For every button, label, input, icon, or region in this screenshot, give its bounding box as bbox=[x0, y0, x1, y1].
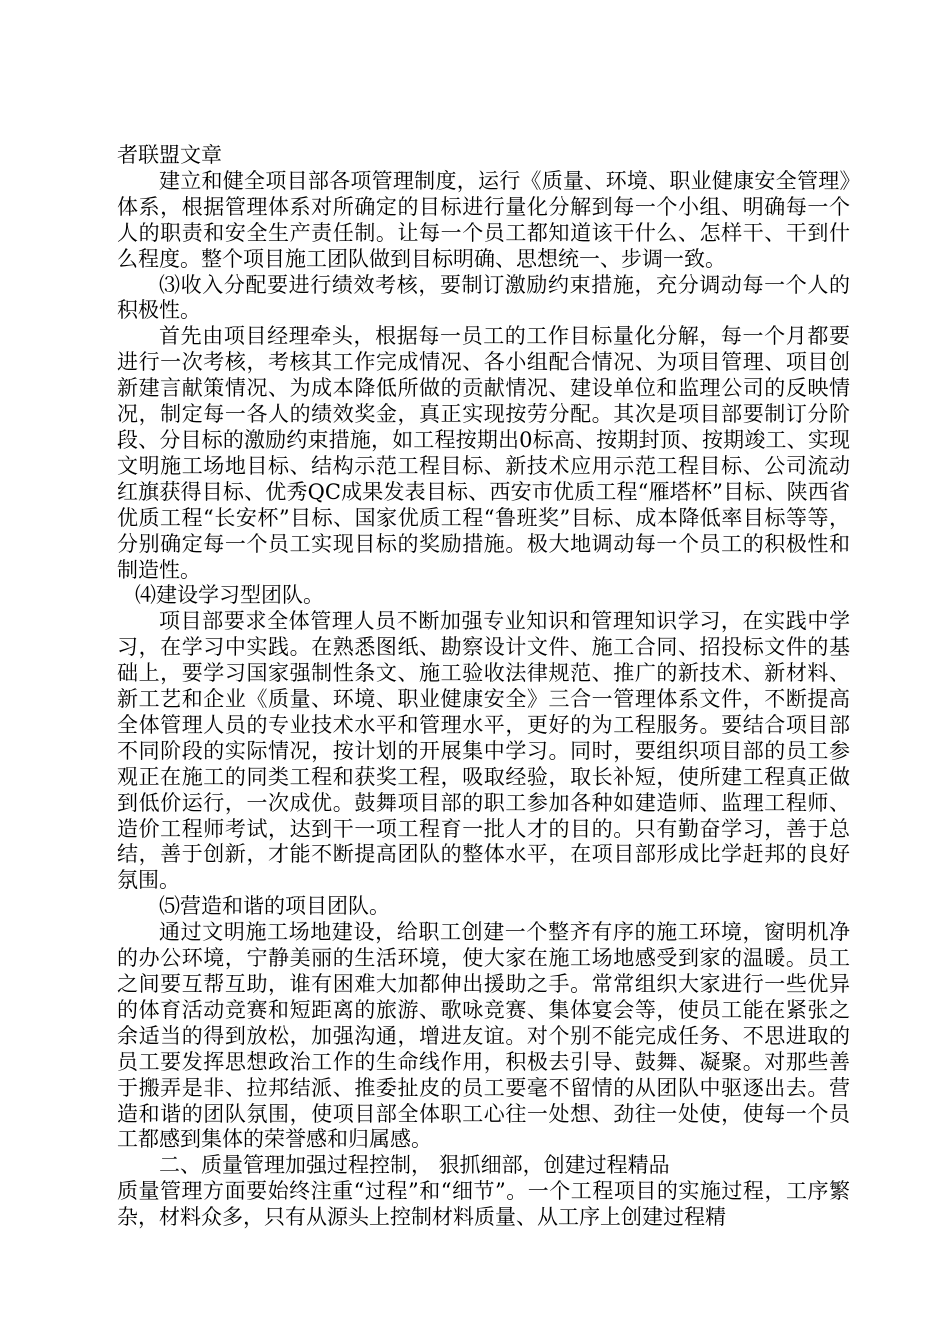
paragraph-management-system: 建立和健全项目部各项管理制度，运行《质量、环境、职业健康安全管理》体系，根据管理体系对所确定的目标进行量化分解到每一个小组、明确每一个人的职责和安全生产责任制。让每一个员工都知道该干什么、怎样干、干到什么程度。整个项目施工团队做到目标明确、思想统一、步调一致。 bbox=[117, 168, 850, 271]
section-heading-quality: 二、质量管理加强过程控制， 狠抓细部，创建过程精品 bbox=[159, 1153, 670, 1178]
paragraph-learning-team: 项目部要求全体管理人员不断加强专业知识和管理知识学习，在实践中学习，在学习中实践。在熟悉图纸、勘察设计文件、施工合同、招投标文件的基础上，要学习国家强制性条文、施工验收法律规范、推广的新技术、新材料、新工艺和企业《质量、环境、职业健康安全》三合一管理体系文件，不断提高全体管理人员的专业技术水平和管理水平，更好的为工程服务。要结合项目部不同阶段的实际情况，按计划的开展集中学习。同时，要组织项目部的员工参观正在施工的同类工程和获奖工程，吸取经验，取长补短，使所建工程真正做到低价运行，一次成优。鼓舞项目部的职工参加各种如建造师、监理工程师、造价工程师考试，达到干一项工程育一批人才的目的。只有勤奋学习，善于总结，善于创新，才能不断提高团队的整体水平，在项目部形成比学赶邦的良好氛围。 bbox=[117, 609, 850, 893]
paragraph-item-4: ⑷建设学习型团队。 bbox=[135, 583, 324, 608]
paragraph-item-5: ⑸营造和谐的项目团队。 bbox=[159, 894, 390, 919]
paragraph-item-3: ⑶收入分配要进行绩效考核，要制订激励约束措施，充分调动每一个人的积极性。 bbox=[117, 272, 850, 323]
paragraph-heading-fragment: 者联盟文章 bbox=[117, 143, 222, 167]
document-body bbox=[117, 143, 850, 1231]
paragraph-quality-management: 质量管理方面要始终注重“过程”和“细节”。一个工程项目的实施过程，工序繁杂，材料众多，只有从源头上控制材料质量、从工序上创建过程精 bbox=[117, 1179, 850, 1230]
paragraph-performance-assessment: 首先由项目经理牵头，根据每一员工的工作目标量化分解，每一个月都要进行一次考核，考核其工作完成情况、各小组配合情况、为项目管理、项目创新建言献策情况、为成本降低所做的贡献情况、建设单位和监理公司的反映情况，制定每一各人的绩效奖金，真正实现按劳分配。其次是项目部要制订分阶段、分目标的激励约束措施，如工程按期出0标高、按期封顶、按期竣工、实现文明施工场地目标、结构示范工程目标、新技术应用示范工程目标、公司流动红旗获得目标、优秀QC成果发表目标、西安市优质工程“雁塔杯”目标、陕西省优质工程“长安杯”目标、国家优质工程“鲁班奖”目标、成本降低率目标等等，分别确定每一个员工实现目标的奖励措施。极大地调动每一个员工的积极性和制造性。 bbox=[117, 324, 850, 582]
paragraph-harmonious-team: 通过文明施工场地建设，给职工创建一个整齐有序的施工环境，窗明机净的办公环境，宁静美丽的生活环境，使大家在施工场地感受到家的温暖。员工之间要互帮互助，谁有困难大加都伸出援助之手。常常组织大家进行一些优异的体育活动竞赛和短距离的旅游、歌咏竞赛、集体宴会等，使员工能在紧张之余适当的得到放松，加强沟通，增进友谊。对个别不能完成任务、不思进取的员工要发挥思想政治工作的生命线作用，积极去引导、鼓舞、凝聚。对那些善于搬弄是非、拉邦结派、推委扯皮的员工要毫不留情的从团队中驱逐出去。营造和谐的团队氛围，使项目部全体职工心往一处想、劲往一处使，使每一个员工都感到集体的荣誉感和归属感。 bbox=[117, 920, 850, 1152]
